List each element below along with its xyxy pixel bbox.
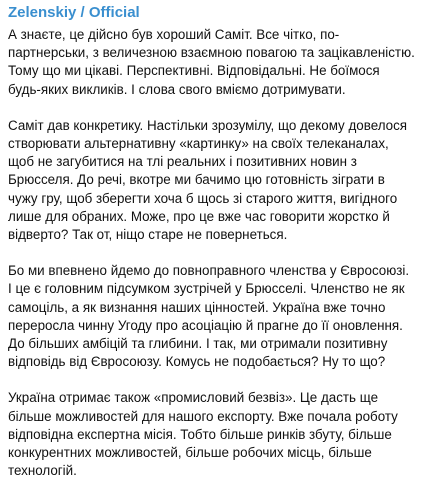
post-paragraph-3: Бо ми впевнено йдемо до повноправного членства у Євросоюзі. І це є головним підсумком зустрічей у Брюсселі. Членство не як самоціль, а як визнання наших цінностей. Україна вже точно переросла чинну Угоду про асоціацію й прагне до її оновлення. До більших амбіцій та глибини. І так, ми отримали позитивну відповідь від Євросоюзу. Комусь не подобається? Ну то що?: [8, 263, 410, 370]
post-paragraph-2: Саміт дав конкретику. Настільки зрозумілу, що декому довелося створювати альтернативну «картинку» на своїх телеканалах, щоб не загубитися на тлі реальних і позитивних новин з Брюсселя. До речі, вкотре ми бачимо цю готовність зіграти в чужу гру, щоб зберегти хоча б щось зі старого життя, вигідного лише для обраних. Може, про це вже час говорити жорстко й відверто? Так от, ніщо старе не повернеться.: [8, 117, 408, 243]
channel-name-link[interactable]: Zelenskiy / Official: [8, 4, 140, 21]
post-paragraph-4: Україна отримає також «промисловий безвіз». Це дасть ще більше можливостей для нашого експорту. Вже почала роботу відповідна експертна місія. Тобто більше ринків збуту, більше конкурентних можливостей, більше робочих місць, більше технологій.: [8, 390, 398, 479]
post-paragraph-1: А знаєте, це дійсно був хороший Саміт. Все чітко, по-партнерськи, з величезною взаємною повагою та зацікавленістю. Тому що ми цікаві. Перспективні. Відповідальні. Не боїмося будь-яких викликів. І слова свого вміємо дотримувати.: [8, 27, 415, 97]
